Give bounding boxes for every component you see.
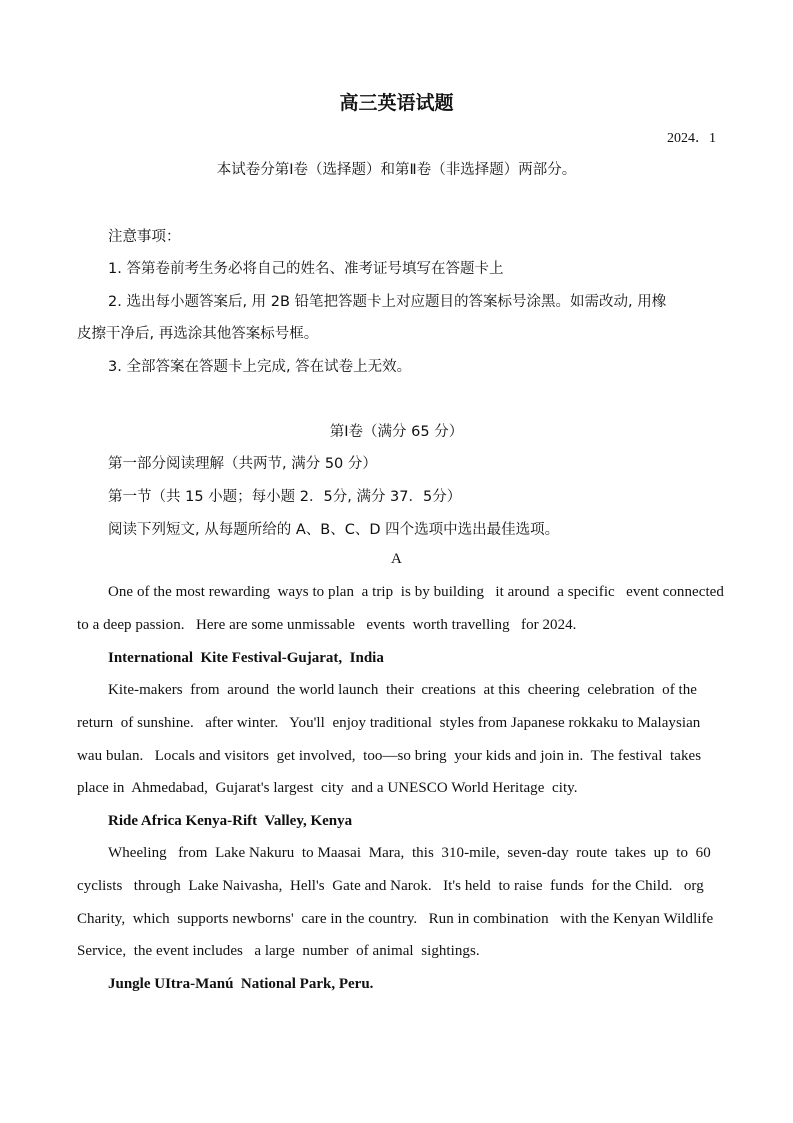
event-1-line-1: Kite-makers from around the world launch their creations at this cheering celebration of the xyxy=(108,682,698,698)
event-1-line-3: wau bulan. Locals and visitors get involved, too—so bring your kids and join in. The festival takes xyxy=(77,748,702,764)
instruction-text: 阅读下列短文, 从每题所给的 A、B、C、D 四个选项中选出最佳选项。 xyxy=(108,522,560,538)
event-2-title: Ride Africa Kenya-Rift Valley, Kenya xyxy=(108,813,353,829)
event-2-line-2: cyclists through Lake Naivasha, Hell's Gate and Narok. It's held to raise funds for the Child. org xyxy=(77,878,704,894)
passage-intro-line-1: One of the most rewarding ways to plan a trip is by building it around a specific event connected xyxy=(108,584,724,600)
part-title: 第一部分阅读理解（共两节, 满分 50 分） xyxy=(108,456,377,472)
subsection-title: 第一节（共 15 小题；每小题 2．5分, 满分 37．5分） xyxy=(108,489,462,505)
note-item-3: 3. 全部答案在答题卡上完成, 答在试卷上无效。 xyxy=(108,359,412,375)
event-2-line-3: Charity, which supports newborns' care in the country. Run in combination with the Kenyan Wildlife xyxy=(77,911,714,927)
note-item-2-line-1: 2. 选出每小题答案后, 用 2B 铅笔把答题卡上对应题目的答案标号涂黑。如需改动, 用橡 xyxy=(108,294,667,310)
passage-intro-line-2: to a deep passion. Here are some unmissable events worth travelling for 2024. xyxy=(77,617,577,633)
note-item-2-line-2: 皮擦干净后, 再选涂其他答案标号框。 xyxy=(77,326,319,342)
notes-heading: 注意事项： xyxy=(108,229,181,245)
note-item-1: 1. 答第卷前考生务必将自己的姓名、准考证号填写在答题卡上 xyxy=(108,261,504,277)
event-1-line-4: place in Ahmedabad, Gujarat's largest city and a UNESCO World Heritage city. xyxy=(77,780,578,796)
exam-intro: 本试卷分第Ⅰ卷（选择题）和第Ⅱ卷（非选择题）两部分。 xyxy=(216,162,577,178)
page-title: 高三英语试题 xyxy=(339,92,454,114)
event-2-line-1: Wheeling from Lake Nakuru to Maasai Mara, this 310-mile, seven-day route takes up to 60 xyxy=(108,845,711,861)
event-1-line-2: return of sunshine. after winter. You'll enjoy traditional styles from Japanese rokkaku to Malaysian xyxy=(77,715,701,731)
event-3-title: Jungle UItra-Manú National Park, Peru. xyxy=(108,976,374,992)
event-2-line-4: Service, the event includes a large number of animal sightings. xyxy=(77,943,480,959)
passage-label: A xyxy=(391,551,402,567)
event-1-title: International Kite Festival-Gujarat, India xyxy=(108,650,384,666)
exam-date: 2024．1 xyxy=(667,131,716,146)
volume-title: 第Ⅰ卷（满分 65 分） xyxy=(329,424,464,440)
